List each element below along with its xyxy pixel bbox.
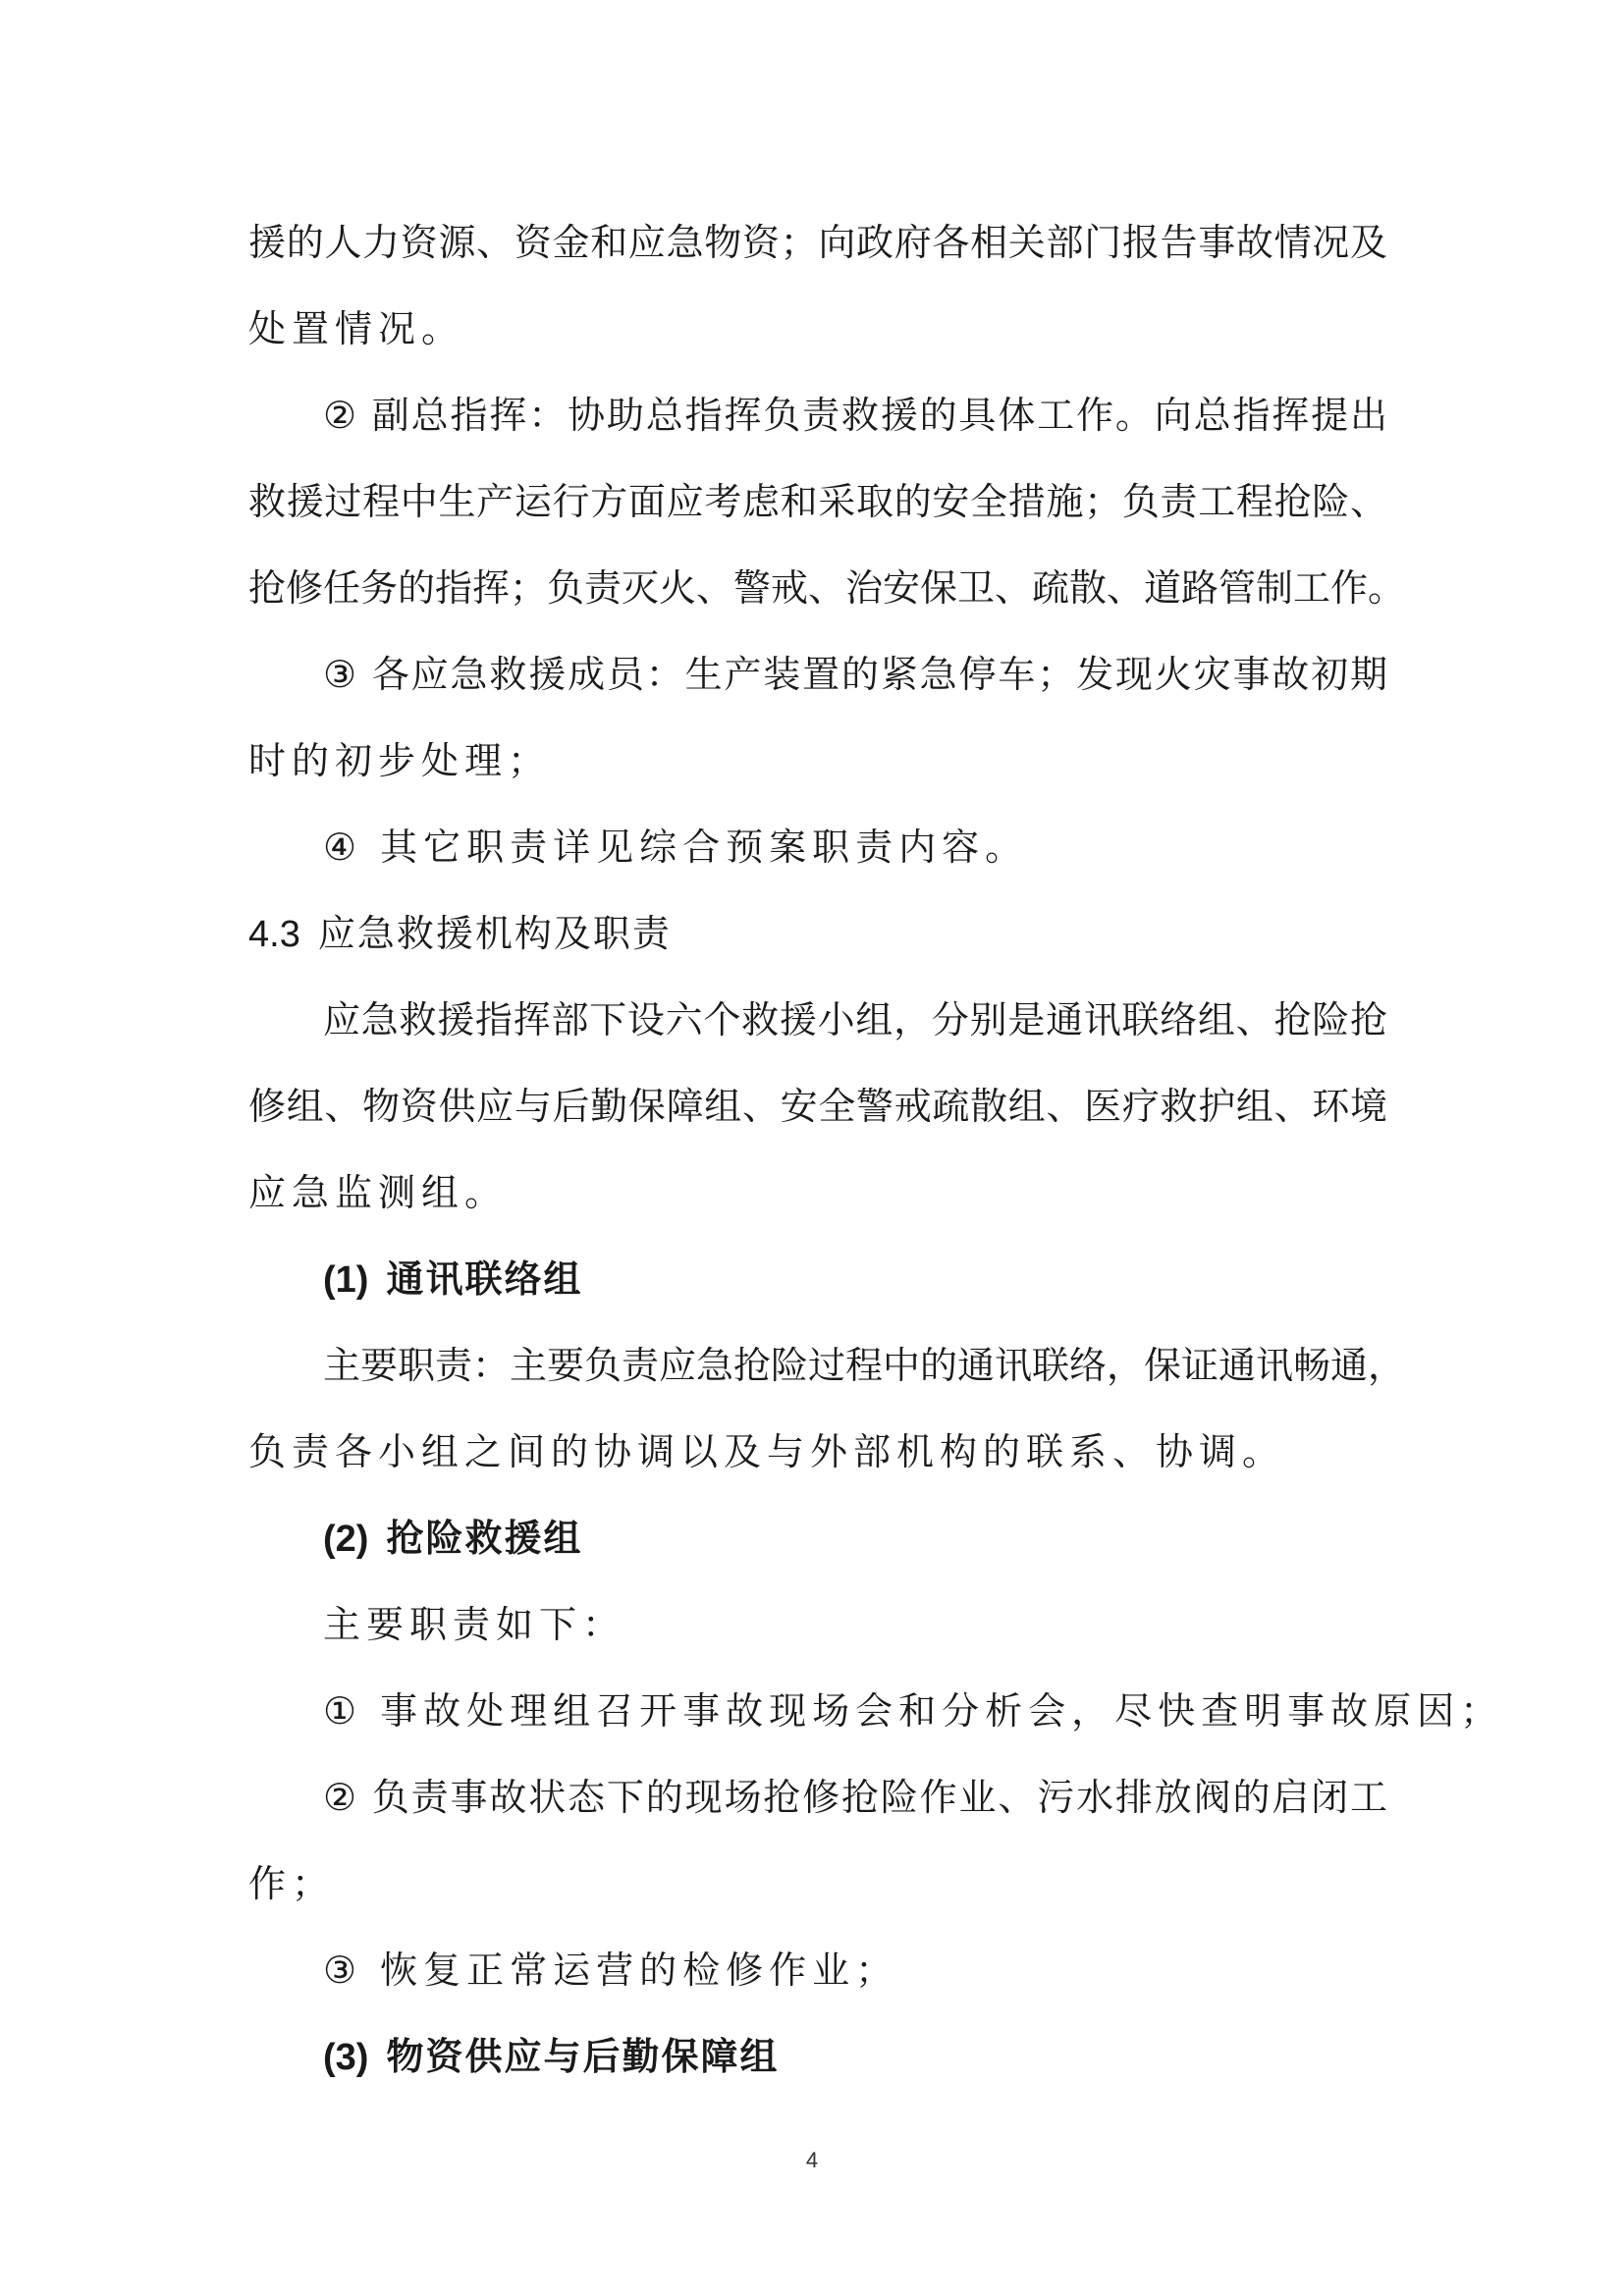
paragraph-line: ④ 其它职责详见综合预案职责内容。 xyxy=(323,826,1029,869)
paragraph-line: 修组、物资供应与后勤保障组、安全警戒疏散组、医疗救护组、环境 xyxy=(248,1085,1387,1128)
group-number: (3) xyxy=(323,2037,369,2078)
paragraph-line: 抢修任务的指挥；负责灭火、警戒、治安保卫、疏散、道路管制工作。 xyxy=(248,566,1406,610)
paragraph-line: ② 负责事故状态下的现场抢修抢险作业、污水排放阀的启闭工 xyxy=(323,1776,1387,1819)
paragraph-line: 主要职责如下： xyxy=(323,1603,626,1646)
section-heading xyxy=(248,909,672,959)
paragraph-line: 应急救援指挥部下设六个救援小组，分别是通讯联络组、抢险抢 xyxy=(323,998,1387,1041)
group-number: (2) xyxy=(323,1519,369,1560)
paragraph-line: ② 副总指挥：协助总指挥负责救援的具体工作。向总指挥提出 xyxy=(323,394,1387,437)
page-number: 4 xyxy=(805,2148,819,2172)
paragraph-line: 作； xyxy=(248,1862,336,1905)
group-heading xyxy=(323,1255,582,1305)
paragraph-line: 负责各小组之间的协调以及与外部机构的联系、协调。 xyxy=(248,1430,1286,1473)
group-title: 物资供应与后勤保障组 xyxy=(386,2035,780,2078)
paragraph-line: ③ 各应急救援成员：生产装置的紧急停车；发现火灾事故初期 xyxy=(323,653,1387,696)
group-title: 通讯联络组 xyxy=(386,1257,583,1301)
paragraph-line: 援的人力资源、资金和应急物资；向政府各相关部门报告事故情况及 xyxy=(248,221,1387,264)
group-number: (1) xyxy=(323,1259,369,1301)
paragraph-line: 时的初步处理； xyxy=(248,739,552,782)
group-heading xyxy=(323,1514,582,1564)
paragraph-line: 处置情况。 xyxy=(248,307,465,350)
group-heading xyxy=(323,2032,779,2082)
paragraph-line: ① 事故处理组召开事故现场会和分析会，尽快查明事故原因； xyxy=(323,1689,1504,1733)
paragraph-line: 救援过程中生产运行方面应考虑和采取的安全措施；负责工程抢险、 xyxy=(248,480,1387,523)
paragraph-line: ③ 恢复正常运营的检修作业； xyxy=(323,1949,899,1992)
group-title: 抢险救援组 xyxy=(386,1517,583,1560)
paragraph-line: 应急监测组。 xyxy=(248,1171,509,1214)
paragraph-line: 主要职责：主要负责应急抢险过程中的通讯联络，保证通讯畅通， xyxy=(323,1344,1406,1387)
section-title: 应急救援机构及职责 xyxy=(317,912,672,955)
section-number: 4.3 xyxy=(248,914,300,955)
